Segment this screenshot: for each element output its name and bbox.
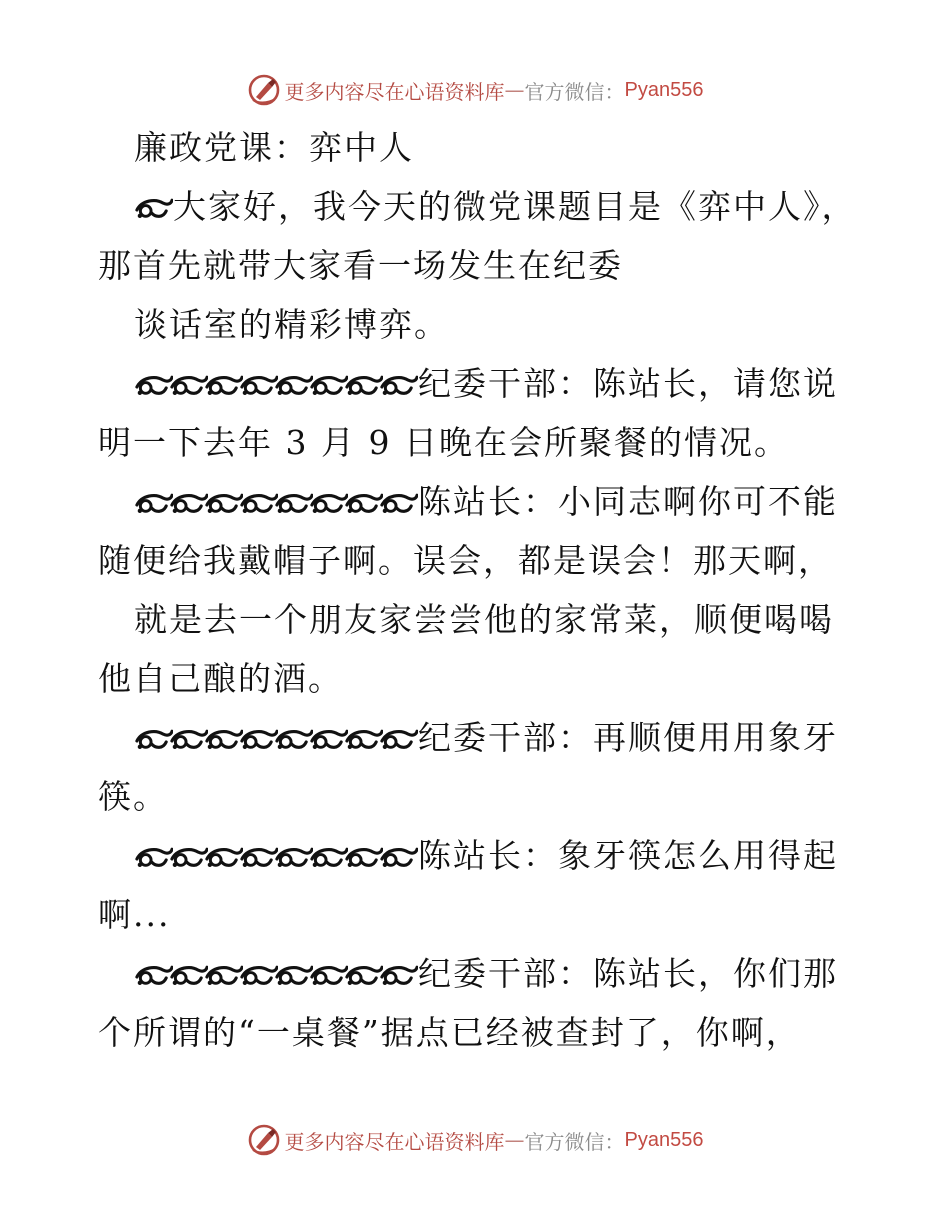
paragraph-text: 陈站长：象牙筷怎么用得起啊...: [98, 836, 838, 934]
curl-ornament-icon: [169, 963, 208, 989]
paragraph-text: 就是去一个朋友家尝尝他的家常菜，顺便喝喝他自己酿的酒。: [98, 600, 834, 698]
curl-ornament-icon: [134, 963, 173, 989]
ornament-group: [134, 963, 418, 989]
curl-ornament-icon: [274, 727, 313, 753]
curl-ornament-icon: [344, 373, 383, 399]
curl-ornament-icon: [239, 845, 278, 871]
curl-ornament-icon: [379, 845, 418, 871]
paragraph: [98, 590, 858, 708]
banner-official-label: 官方微信：: [524, 1129, 625, 1154]
curl-ornament-icon: [239, 373, 278, 399]
paragraph-text: 纪委干部：再顺便用用象牙筷。: [98, 718, 838, 816]
paragraph: [98, 944, 858, 1062]
ornament-group: [134, 845, 418, 871]
ornament-group: [134, 491, 418, 517]
curl-ornament-icon: [344, 963, 383, 989]
paragraph-text: 谈话室的精彩博弈。: [134, 305, 449, 344]
curl-ornament-icon: [239, 491, 278, 517]
paragraph: [98, 295, 858, 354]
paragraph-text: 纪委干部：陈站长，请您说明一下去年 3 月 9 日晚在会所聚餐的情况。: [98, 364, 838, 462]
pen-logo-icon: [247, 73, 281, 107]
curl-ornament-icon: [344, 491, 383, 517]
banner-wechat-id: Pyan556: [624, 1128, 704, 1151]
curl-ornament-icon: [134, 727, 173, 753]
curl-ornament-icon: [274, 845, 313, 871]
curl-ornament-icon: [309, 491, 348, 517]
curl-ornament-icon: [169, 373, 208, 399]
ornament-group: [134, 373, 418, 399]
header-banner: [0, 70, 950, 110]
curl-ornament-icon: [274, 963, 313, 989]
ornament-group: [134, 196, 173, 222]
paragraph: [98, 472, 858, 590]
paragraph: [98, 708, 858, 826]
curl-ornament-icon: [204, 845, 243, 871]
paragraph: [98, 826, 858, 944]
curl-ornament-icon: [204, 491, 243, 517]
banner-separator: —: [504, 1128, 525, 1152]
banner-site-text: 更多内容尽在心语资料库: [284, 1129, 505, 1154]
curl-ornament-icon: [239, 727, 278, 753]
document-body: [98, 118, 858, 1062]
curl-ornament-icon: [344, 845, 383, 871]
curl-ornament-icon: [274, 491, 313, 517]
paragraph-text: 廉政党课：弈中人: [134, 128, 414, 167]
ornament-group: [134, 727, 418, 753]
banner-wechat-id: Pyan556: [624, 78, 704, 101]
curl-ornament-icon: [309, 845, 348, 871]
curl-ornament-icon: [379, 491, 418, 517]
curl-ornament-icon: [379, 963, 418, 989]
curl-ornament-icon: [169, 845, 208, 871]
curl-ornament-icon: [134, 373, 173, 399]
footer-banner: [0, 1120, 950, 1160]
banner-site-text: 更多内容尽在心语资料库: [284, 79, 505, 104]
curl-ornament-icon: [204, 373, 243, 399]
curl-ornament-icon: [169, 727, 208, 753]
paragraph-text: 大家好，我今天的微党课题目是《弈中人》，那首先就带大家看一场发生在纪委: [98, 187, 857, 285]
curl-ornament-icon: [169, 491, 208, 517]
pen-logo-icon: [247, 1123, 281, 1157]
curl-ornament-icon: [274, 373, 313, 399]
curl-ornament-icon: [204, 963, 243, 989]
curl-ornament-icon: [309, 963, 348, 989]
curl-ornament-icon: [379, 373, 418, 399]
curl-ornament-icon: [134, 196, 173, 222]
paragraph-text: 陈站长：小同志啊你可不能随便给我戴帽子啊。误会，都是误会！那天啊，: [98, 482, 838, 580]
curl-ornament-icon: [204, 727, 243, 753]
curl-ornament-icon: [239, 963, 278, 989]
paragraph: [98, 177, 858, 295]
banner-separator: —: [504, 78, 525, 102]
curl-ornament-icon: [309, 727, 348, 753]
curl-ornament-icon: [134, 491, 173, 517]
banner-official-label: 官方微信：: [524, 79, 625, 104]
paragraph: [98, 354, 858, 472]
curl-ornament-icon: [344, 727, 383, 753]
curl-ornament-icon: [134, 845, 173, 871]
paragraph-text: 纪委干部：陈站长，你们那个所谓的“一桌餐”据点已经被查封了，你啊，: [98, 954, 838, 1052]
curl-ornament-icon: [379, 727, 418, 753]
curl-ornament-icon: [309, 373, 348, 399]
paragraph: [98, 118, 858, 177]
